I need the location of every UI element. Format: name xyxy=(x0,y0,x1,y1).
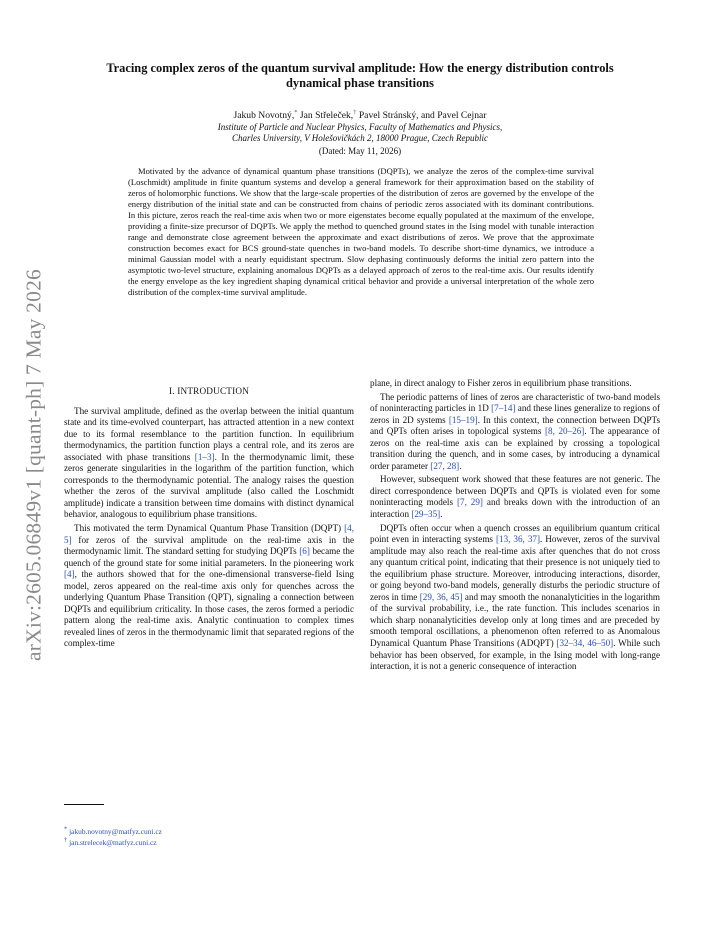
email-link-novotny[interactable]: jakub.novotny@matfyz.cuni.cz xyxy=(69,827,162,836)
intro-paragraph-1 xyxy=(64,406,354,521)
section-heading-introduction: I. INTRODUCTION xyxy=(168,386,250,396)
text-run: . In this context, the connection between DQPTs and QPTs often arises in topological systems xyxy=(370,414,660,437)
footnote-1-mark: * xyxy=(64,825,68,833)
citation-link[interactable]: [1–3] xyxy=(194,451,215,462)
footnote-2 xyxy=(64,838,162,849)
author-novotny-footnote-mark[interactable]: * xyxy=(294,108,298,116)
text-run: became the quench of the ground state for some initial parameters. In the pioneering work xyxy=(64,546,354,568)
citation-link[interactable]: [8, 20–26] xyxy=(545,426,585,437)
intro-paragraph-2 xyxy=(64,523,354,650)
citation-link[interactable]: [29–35] xyxy=(411,509,441,520)
citation-link[interactable]: [27, 28] xyxy=(430,460,460,471)
intro-paragraph-4 xyxy=(370,474,660,520)
right-column xyxy=(370,378,660,675)
text-run: The survival amplitude, defined as the overlap between the initial quantum state and its time-evolved counterpart, has attracted attention in a new context due to its formal resemblance to the partition function. In equilibrium thermodynamics, the partition function plays a central role, and its zeros are associated with phase transitions xyxy=(64,405,354,462)
text-run: . xyxy=(440,509,443,520)
footnotes xyxy=(64,827,162,848)
citation-link[interactable]: [13, 36, 37] xyxy=(495,534,540,545)
citation-link[interactable]: [7, 29] xyxy=(456,497,483,508)
text-run: and these lines generalize to regions of zeros in 2D systems xyxy=(370,403,660,425)
arxiv-id-text: arXiv:2605.06849v1 [quant-ph] 7 May 2026 xyxy=(21,269,46,661)
text-run: and breaks down with the introduction of an interaction xyxy=(370,497,660,520)
footnote-1 xyxy=(64,827,162,838)
citation-link[interactable]: [15–19] xyxy=(448,414,478,425)
date-line: (Dated: May 11, 2026) xyxy=(318,146,402,156)
text-run: DQPTs often occur when a quench crosses an equilibrium quantum critical point even in interacting systems xyxy=(370,522,660,545)
affiliation-line-2: Charles University, V Holešovičkách 2, 18000 Prague, Czech Republic xyxy=(231,133,489,143)
footnote-divider xyxy=(64,804,104,805)
intro-paragraph-continuation: plane, in direct analogy to Fisher zeros in equilibrium phase transitions. xyxy=(370,378,632,388)
affiliation-line-1: Institute of Particle and Nuclear Physics, Faculty of Mathematics and Physics, xyxy=(217,122,503,132)
left-column xyxy=(64,386,354,652)
email-link-strelecek[interactable]: jan.strelecek@matfyz.cuni.cz xyxy=(69,837,157,847)
citation-link[interactable]: [32–34, 46–50] xyxy=(556,638,614,649)
citation-link[interactable]: [7–14] xyxy=(491,403,516,414)
text-run: . However, zeros of the survival amplitude may also reach the real-time axis after quenches that do not cross any quantum critical point, indicating that their presence is not uniquely tied to the equilibrium phase structure. Moreover, introducing interactions, disorder, or going beyond two-band models, generally disturbs the periodic structure of zeros in time xyxy=(370,534,661,602)
text-run: , the authors showed that for the one-dimensional transverse-field Ising model, zeros appeared on the real-time axis only for quenches across the underlying Quantum Phase Transition (QPT), signaling a connection between DQPTs and equilibrium criticality. In those cases, the zeros formed a periodic pattern along the real-time axis. Analytic continuation to complex times revealed lines of zeros in the thermodynamic limit that separated regions of the complex-time xyxy=(64,569,354,649)
author-list xyxy=(120,110,600,121)
citation-link[interactable]: [4] xyxy=(64,569,75,580)
author-others: Pavel Stránský, and Pavel Cejnar xyxy=(356,110,487,121)
affiliation xyxy=(120,122,600,144)
citation-link[interactable]: [4, 5] xyxy=(64,523,354,545)
citation-link[interactable]: [6] xyxy=(299,546,310,557)
author-novotny: Jakub Novotný, xyxy=(233,110,295,121)
text-run: This motivated the term Dynamical Quantum Phase Transition (DQPT) xyxy=(74,523,345,534)
text-run: for zeros of the survival amplitude on the real-time axis in the thermodynamic limit. The standard setting for studying DQPTs xyxy=(64,534,354,557)
text-run: The periodic patterns of lines of zeros are characteristic of two-band models of noninteracting particles in 1D xyxy=(370,391,660,414)
arxiv-identifier-stamp xyxy=(14,255,54,675)
intro-paragraph-5 xyxy=(370,523,660,673)
text-run: . xyxy=(459,460,462,471)
text-run: . The appearance of zeros on the real-time axis can be explained by crossing a topological transition during the quench, and in some cases, by introducing a dynamical order parameter xyxy=(370,426,661,471)
intro-paragraph-3 xyxy=(370,392,660,473)
text-run: However, subsequent work showed that these features are not generic. The direct correspondence between DQPTs and QPTs is violated even for some noninteracting models xyxy=(370,474,660,508)
abstract: Motivated by the advance of dynamical quantum phase transitions (DQPTs), we analyze the zeros of the complex-time survival (Loschmidt) amplitude in finite quantum systems and develop a general framework for their approximation based on the stability of zeros of holomorphic functions. We show that the large-scale properties of the distribution of zeros are governed by the envelope of the energy distribution of the initial state and can be constructed from chains of periodic zeros associated with its dominant contributions. In this picture, zeros reach the real-time axis when two or more eigenstates become equally populated at the maximum of the envelope, providing a finite-size precursor of DQPTs. We apply the method to quenched ground states in the Ising model with tunable interaction range and demonstrate close agreement between the approximate and exact distributions of zeros. We prove that the approximate construction becomes exact for BCS ground-state quenches in two-band models. To describe short-time dynamics, we introduce a minimal Gaussian model with a nearly equidistant spectrum. Slow dephasing continuously deforms the initial zero pattern into the asymptotic two-level structure, explaining anomalous DQPTs as a delayed approach of zeros to the real-time axis. Our results identify the energy envelope as the key ingredient shaping dynamical critical behavior and provide a universal interpretation of the whole zero distribution of the complex-time survival amplitude. xyxy=(128,166,594,297)
author-strelecek-footnote-mark[interactable]: † xyxy=(353,108,357,116)
footnote-2-mark: † xyxy=(64,836,68,844)
text-run: and may smooth the nonanalyticities in the logarithm of the survival probability, i.e., the rate function. This includes scenarios in which sharp nonanalyticities develop only at long times and are preceded by smooth temporal oscillations, a phenomenon often referred to as Anomalous Dynamical Quantum Phase Transitions (ADQPT) xyxy=(370,591,661,649)
citation-link[interactable]: [29, 36, 45] xyxy=(419,591,463,602)
author-strelecek: Jan Střeleček, xyxy=(297,110,354,121)
text-run: . In the thermodynamic limit, these zeros generate singularities in the logarithm of the partition function, which corresponds to the thermodynamic potential. The analogy raises the question whether the zeros of the survival amplitude (also called the Loschmidt amplitude) indicate a transition between time domains with distinct dynamical behavior, analogous to equilibrium phase transitions. xyxy=(64,451,354,520)
paper-title: Tracing complex zeros of the quantum survival amplitude: How the energy distribution controls dynamical phase transitions xyxy=(106,61,614,90)
text-run: . While such behavior has been observed, for example, in the Ising model with long-range interaction, it is not a generic consequence of interaction xyxy=(370,638,661,672)
